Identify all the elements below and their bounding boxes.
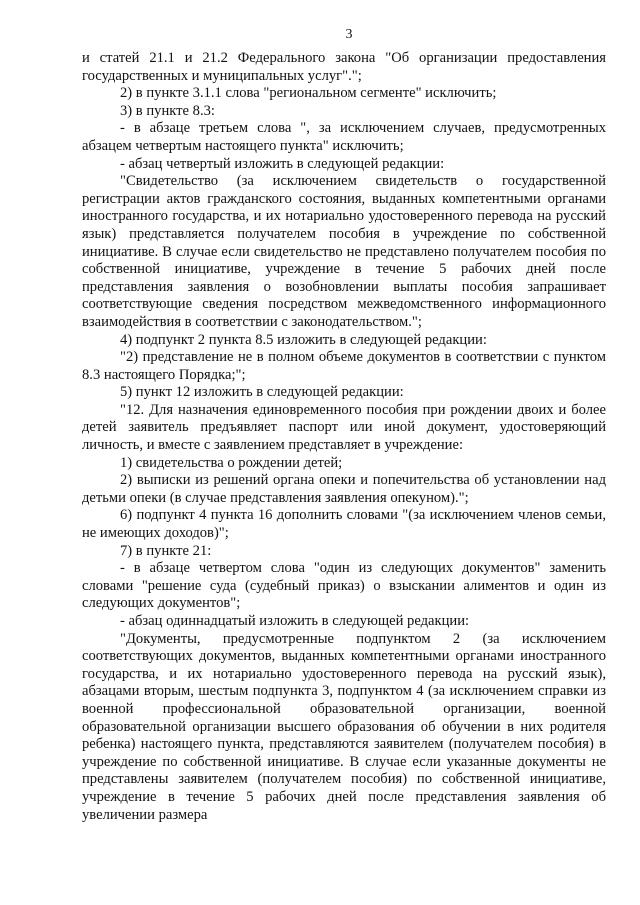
paragraph-9: 5) пункт 12 изложить в следующей редакции: — [120, 384, 404, 401]
paragraph-1: и статей 21.1 и 21.2 Федерального закона "Об организации предоставления государственных и муниципальных услуг"."; — [82, 50, 610, 84]
paragraph-12: 2) выписки из решений органа опеки и попечительства об установлении над детьми опеки (в случае представления заявления опекуном)."; — [82, 472, 610, 506]
paragraph-10: "12. Для назначения единовременного пособия при рождении двоих и более детей заявитель предъявляет паспорт или иной документ, удостоверяющий личность, и вместе с заявлением представляет в учреждение: — [82, 401, 610, 454]
paragraph-13: 6) подпункт 4 пункта 16 дополнить словами "(за исключением членов семьи, не имеющих доходов)"; — [82, 507, 610, 542]
paragraph-17: "Документы, предусмотренные подпунктом 2 (за исключением соответствующих документов, выданных компетентными органами иностранного государства, и их нотариально удостоверенного перевода на русский язык), абзацами вторым, шестым подпункта 3, подпунктом 4 (за исключением справки из военной профессиональной образовательной организации, военной образовательной организации высшего образования об обучении в них родителя ребенка) настоящего пункта, представляются заявителем (получателем пособия) в учреждение по собственной инициативе. В случае если указанные документы не представлены заявителем (получателем пособия) по собственной инициативе, учреждение в течение 5 рабочих дней после представления заявления об увеличении размера — [82, 630, 610, 823]
paragraph-3: 3) в пункте 8.3: — [120, 102, 215, 119]
paragraph-15: - в абзаце четвертом слова "один из следующих документов" заменить словами "решение суда (судебный приказ) о взыскании алиментов и один из следующих документов"; — [82, 560, 610, 612]
paragraph-8: "2) представление не в полном объеме документов в соответствии с пунктом 8.3 настоящего Порядка;"; — [82, 349, 610, 383]
paragraph-14: 7) в пункте 21: — [120, 542, 212, 559]
paragraph-2: 2) в пункте 3.1.1 слова "региональном сегменте" исключить; — [120, 85, 497, 102]
paragraph-7: 4) подпункт 2 пункта 8.5 изложить в следующей редакции: — [120, 331, 487, 348]
paragraph-5: - абзац четвертый изложить в следующей редакции: — [120, 155, 445, 172]
paragraph-11: 1) свидетельства о рождении детей; — [120, 454, 343, 471]
paragraph-4: - в абзаце третьем слова ", за исключением случаев, предусмотренных абзацем четвертым настоящего пункта" исключить; — [82, 120, 610, 154]
paragraph-16: - абзац одиннадцатый изложить в следующей редакции: — [120, 613, 470, 629]
paragraph-6: "Свидетельство (за исключением свидетельств о государственной регистрации актов гражданского состояния, выданных компетентными органами иностранного государства, и их нотариально удостоверенного перевода на русский язык) представляется получателем пособия в учреждение по собственной инициативе. В случае если свидетельство не представлено получателем пособия по собственной инициативе, учреждение в течение 5 рабочих дней после представления заявления о возобновлении выплаты пособия запрашивает соответствующие сведения посредством межведомственного информационного взаимодействия в соответствии с законодательством."; — [82, 173, 610, 330]
page-number: 3 — [345, 27, 353, 42]
